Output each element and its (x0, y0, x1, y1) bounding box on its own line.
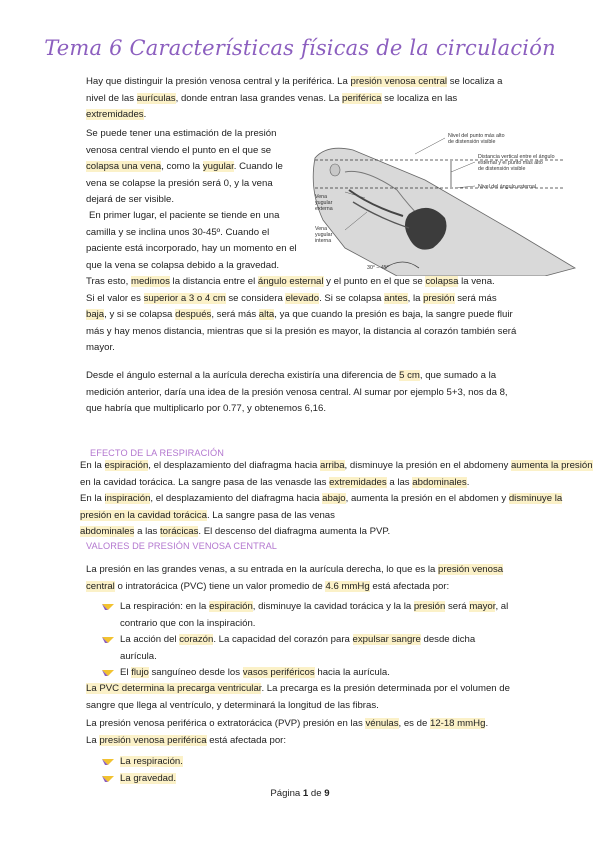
respiration-heading: EFECTO DE LA RESPIRACIÓN (90, 448, 224, 458)
procedure-paragraph: En primer lugar, el paciente se tiende en una camilla y se inclina unos 30-45º. Cuando el paciente está incorporado, hay un momento en el que la vena se colapsa debido a la gravedad. (86, 210, 297, 271)
list-item: La respiración: en la espiración, disminuye la cavidad torácica y la la presión será mayor, al contrario que con la inspiración. (100, 599, 510, 632)
bullet-icon (102, 758, 114, 766)
figure-label-angle: 30° – 45° (367, 265, 389, 271)
figure-label-external-jugular: Vena (315, 194, 328, 200)
pvc-paragraph: La presión en las grandes venas, a su entrada en la aurícula derecha, lo que es la presión venosa central o intratorácica (PVC) tiene un valor promedio de 4.6 mmHg está afectada por: (86, 564, 504, 592)
pvp-factors-list (100, 754, 400, 787)
list-item: El flujo sanguíneo desde los vasos periféricos hacia la aurícula. (100, 665, 510, 682)
label-leader-1 (415, 138, 445, 154)
page-title: Tema 6 Características físicas de la circulación (44, 36, 556, 60)
figure-label-vertical-distance-3: de distensión visible (478, 166, 526, 172)
figure-label-internal-jugular-3: interna (315, 238, 332, 244)
figure-label-highest-point: Nivel del punto más alto (448, 133, 505, 139)
pvc-heading: VALORES DE PRESIÓN VENOSA CENTRAL (86, 541, 278, 551)
pvc-factors-list (100, 599, 510, 682)
figure-label-highest-point-2: de distensión visible (448, 139, 496, 145)
estimation-paragraph: Se puede tener una estimación de la presión venosa central viendo el punto en el que se colapsa una vena, como la yugular. Cuando le vena se colapse la presión será 0, y la vena dejará de ser visible. (86, 128, 283, 205)
figure-label-sternal-angle: Nivel del ángulo esternal (478, 184, 537, 190)
figure-label-external-jugular-3: externa (315, 206, 333, 212)
page-footer: Página 1 de 9 (270, 788, 330, 799)
list-item: La acción del corazón. La capacidad del corazón para expulsar sangre desde dicha aurícula. (100, 632, 510, 665)
precarga-paragraph: La PVC determina la precarga ventricular. La precarga es la presión determinada por el volumen de sangre que llega al ventrículo, y determinará la longitud de las fibras. (86, 683, 510, 711)
figure-label-vertical-distance-2: esternal y el punto más alto (478, 160, 543, 166)
respiration-paragraph: En la espiración, el desplazamiento del diafragma hacia arriba, disminuye la presión en el abdomeny aumenta la presión en la cavidad torácica. La sangre pasa de las venasde las extremidades a las abdominales. En la inspiración, el desplazamiento del diafragma hacia abajo, aumenta la presión en el abdomen y disminuye la presión en la cavidad torácica. La sangre pasa de las venas abdominales a las torácicas. El descenso del diafragma aumenta la PVP. (80, 460, 593, 537)
figure-label-internal-jugular: Vena (315, 226, 328, 232)
bullet-icon (102, 603, 114, 611)
list-item: La gravedad. (100, 771, 400, 788)
total-pages: 9 (324, 788, 330, 799)
intro-paragraph: Hay que distinguir la presión venosa central y la periférica. La presión venosa central se localiza a nivel de las aurículas, donde entran lasa grandes venas. La periférica se localiza en las extremidades. (86, 76, 503, 120)
list-item: La respiración. (100, 754, 400, 771)
bullet-icon (102, 636, 114, 644)
measurement-paragraph: Tras esto, medimos la distancia entre el ángulo esternal y el punto en el que se colapsa la vena. Si el valor es superior a 3 o 4 cm se considera elevado. Si se colapsa antes, la presión será más baja, y si se colapsa después, será más alta, ya que cuando la presión es baja, la sangre puede fluir más y hay menos distancia, mientras que si la presión es mayor, la distancia al corazón también será mayor. (86, 276, 517, 353)
patient-ear (330, 164, 340, 176)
sternal-angle-paragraph: Desde el ángulo esternal a la aurícula derecha existiría una diferencia de 5 cm, que sumado a la medición anterior, daría una idea de la presión venosa central. Al sumar por ejemplo 5+3, nos da 8, que habría que multiplicarlo por 0.77, y obtenemos 6,16. (86, 370, 508, 414)
current-page-number: 1 (302, 788, 309, 799)
bullet-icon (102, 669, 114, 677)
jugular-vein-diagram (305, 128, 585, 276)
patient-body (313, 148, 575, 276)
figure-label-external-jugular-2: yugular (315, 200, 333, 206)
figure-label-vertical-distance: Distancia vertical entre el ángulo (478, 154, 555, 160)
pvp-paragraph: La presión venosa periférica o extratorácica (PVP) presión en las vénulas, es de 12-18 mmHg. La presión venosa periférica está afectada por: (86, 718, 489, 746)
label-leader-2 (451, 162, 475, 172)
figure-label-internal-jugular-2: yugular (315, 232, 333, 238)
bullet-icon (102, 775, 114, 783)
